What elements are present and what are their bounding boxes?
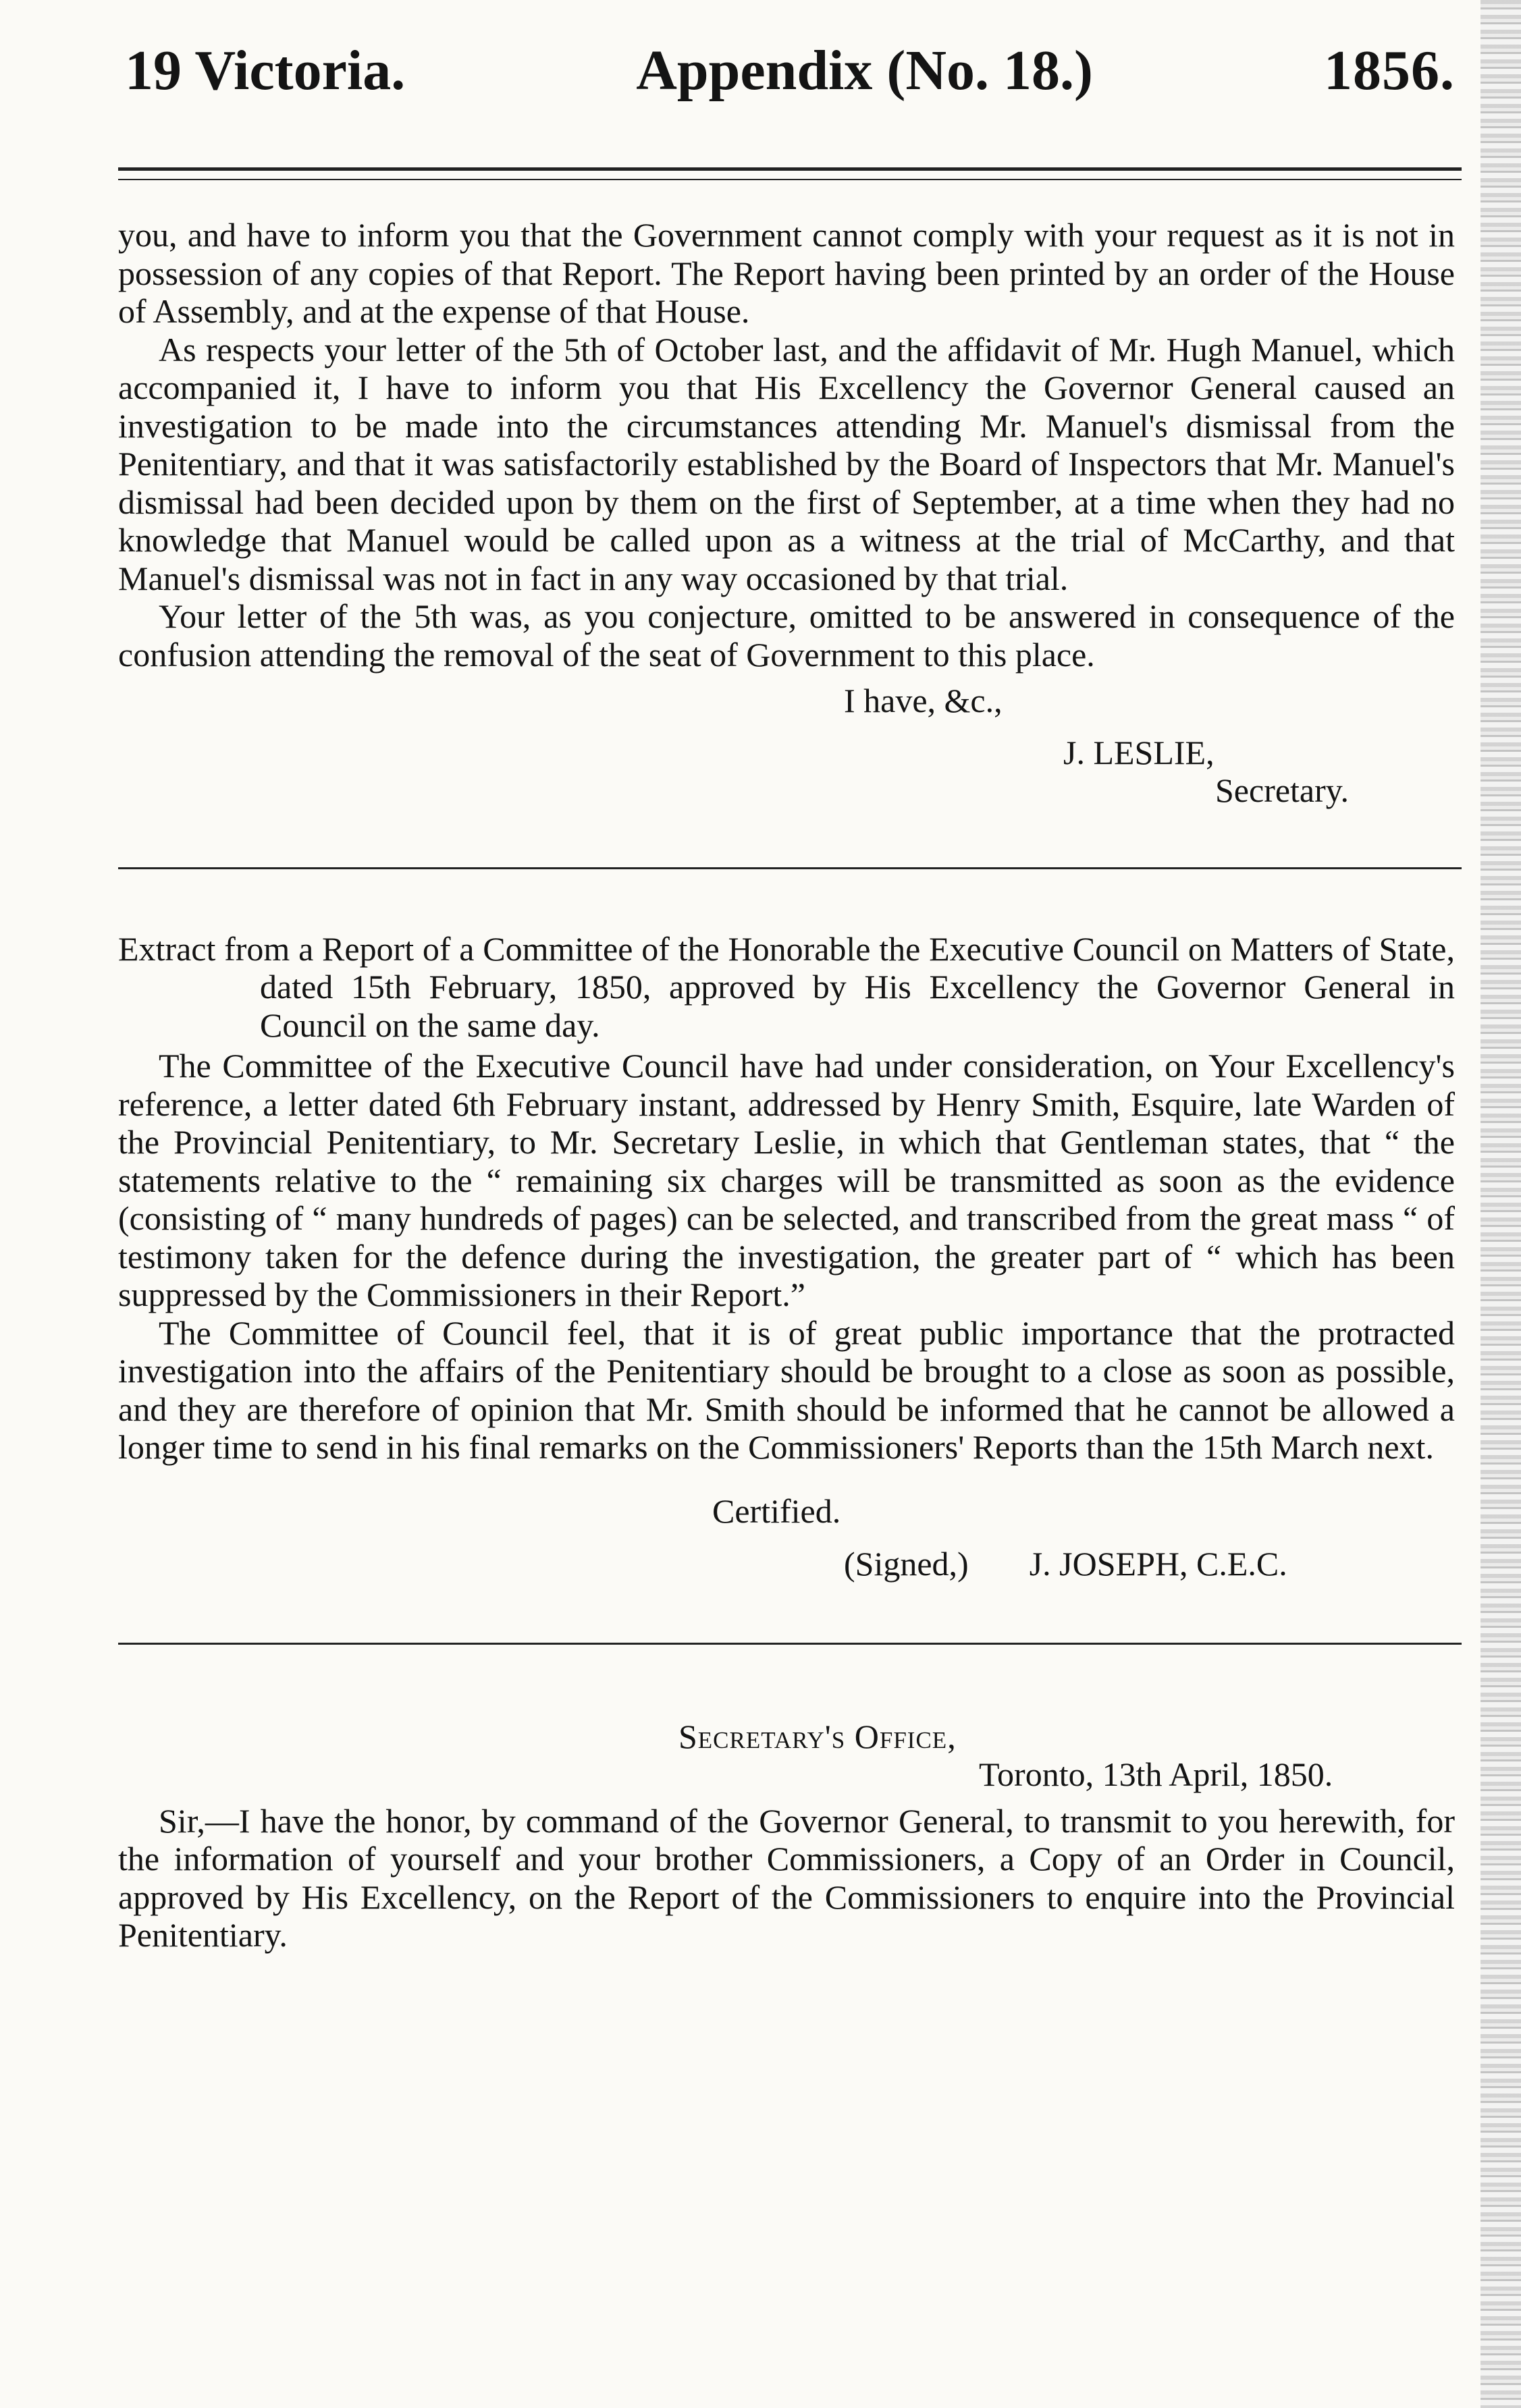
- letter-paragraph-2: As respects your letter of the 5th of October last, and the affidavit of Mr. Hugh Manuel, which accompanied it, I have to inform you that His Excellency the Governor General caused an investigation to be made into the circumstances attending Mr. Manuel's dismissal from the Penitentiary, and that it was satisfactorily established by the Board of Inspectors that Mr. Manuel's dismissal had been decided upon by them on the first of September, at a time when they had no knowledge that Manuel would be called upon as a witness at the trial of McCarthy, and that Manuel's dismissal was not in fact in any way occasioned by that trial.: [118, 330, 1455, 597]
- header-session: 19 Victoria.: [125, 39, 406, 102]
- letter2-paragraph-1: Sir,—I have the honor, by command of the Governor General, to transmit to you herewith, for the information of yourself and your brother Commissioners, a Copy of an Order in Council, approved by His Excellency, on the Report of the Commissioners to enquire into the Provincial Penitentiary.: [118, 1801, 1455, 1954]
- extract-signature-line: [118, 1545, 1462, 1583]
- letter-paragraph-1: you, and have to inform you that the Government cannot comply with your request as it is not in possession of any copies of that Report. The Report having been printed by an order of the House of Assembly, and at the expense of that House.: [118, 216, 1455, 330]
- scanned-page-edge: [1480, 0, 1521, 2408]
- certified-label: Certified.: [712, 1492, 841, 1530]
- letter-signature: J. LESLIE,: [1063, 733, 1215, 771]
- letter2-office: Secretary's Office,: [678, 1717, 957, 1755]
- letter-closing: I have, &c.,: [844, 682, 1003, 719]
- header-appendix: Appendix (No. 18.): [636, 39, 1093, 102]
- page-header: [118, 27, 1462, 115]
- letter-secretary-office: [118, 1802, 1455, 1954]
- document-page: [118, 27, 1462, 1954]
- letter-signer-title: Secretary.: [1215, 771, 1350, 809]
- header-double-rule: [118, 167, 1462, 180]
- letter2-place-date: Toronto, 13th April, 1850.: [979, 1755, 1333, 1793]
- extract-paragraph-2: The Committee of Council feel, that it is of great public importance that the protracted investigation into the affairs of the Penitentiary should be brought to a close as soon as possible, and they are therefore of opinion that Mr. Smith should be informed that he cannot be allowed a longer time to send in his final remarks on the Commissioners' Reports than the 15th March next.: [118, 1313, 1455, 1466]
- header-year: 1856.: [1323, 39, 1455, 102]
- section-divider-2: [118, 1643, 1462, 1645]
- section-divider-1: [118, 867, 1462, 869]
- extract-signer: J. JOSEPH, C.E.C.: [1029, 1545, 1287, 1583]
- extract-paragraph-1: The Committee of the Executive Council have had under consideration, on Your Excellency's reference, a letter dated 6th February instant, addressed by Henry Smith, Esquire, late Warden of the Provincial Penitentiary, to Mr. Secretary Leslie, in which that Gentleman states, that “ the statements relative to the “ remaining six charges will be transmitted as soon as the evidence (consisting of “ many hundreds of pages) can be selected, and transcribed from the great mass “ of testimony taken for the defence during the investigation, the greater part of “ which has been suppressed by the Commissioners in their Report.”: [118, 1047, 1455, 1313]
- signed-label: (Signed,): [844, 1545, 969, 1583]
- extract-heading: Extract from a Report of a Committee of the Honorable the Executive Council on Matters of State, dated 15th February, 1850, approved by His Excellency the Governor General in Council on the same day.: [118, 929, 1455, 1044]
- letter-leslie: [118, 216, 1455, 674]
- letter-paragraph-3: Your letter of the 5th was, as you conjecture, omitted to be answered in consequence of the confusion attending the removal of the seat of Government to this place.: [118, 597, 1455, 674]
- council-extract: [118, 930, 1455, 1467]
